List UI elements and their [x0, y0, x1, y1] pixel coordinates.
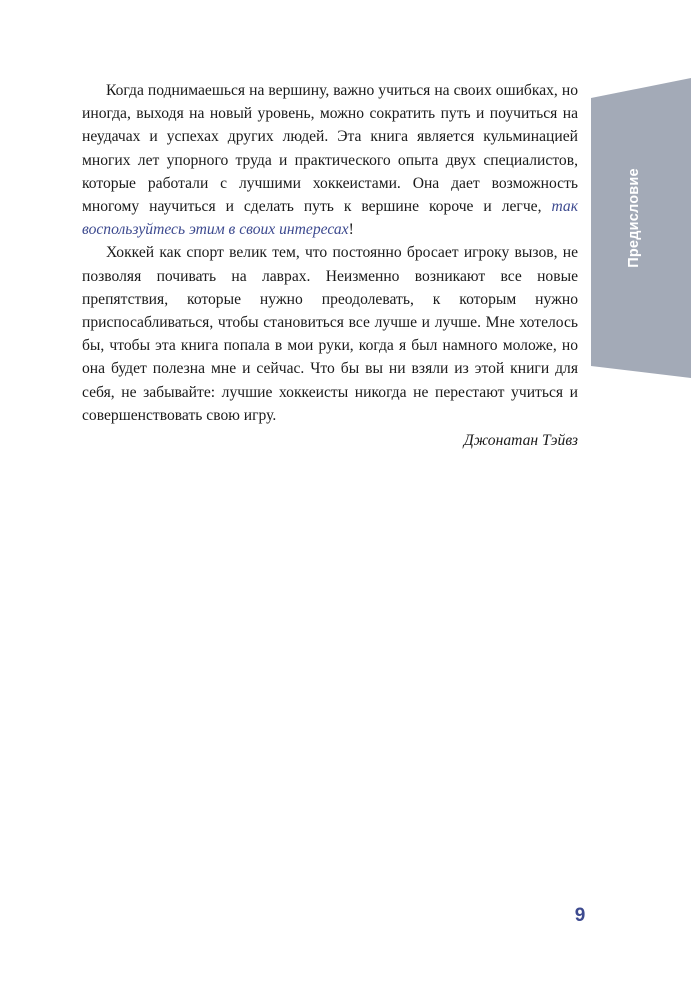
section-tab-label: Предисловие: [626, 168, 642, 268]
paragraph-1-text: Когда поднимаешься на вершину, важно учиться на своих ошибках, но иногда, выходя на новый уровень, можно сократить путь и поучиться на неудачах и успехах других людей. Эта книга является кульминацией многих лет упорного труда и практического опыта двух специалистов, которые работали с лучшими хоккеистами. Она дает возможность многому научиться и сделать путь к вершине короче и легче,: [82, 82, 578, 216]
paragraph-1-ending: !: [348, 221, 354, 239]
paragraph-1: [82, 79, 578, 241]
paragraph-2: [82, 241, 578, 427]
section-tab: [591, 78, 691, 378]
author-signature: Джонатан Тэйвз: [463, 432, 578, 450]
paragraph-1-italic-phrase: так воспользуйтесь этим в своих интересах: [82, 198, 578, 239]
main-text: [82, 79, 578, 452]
paragraph-2-text: Хоккей как спорт велик тем, что постоянно бросает игроку вызов, не позволяя почивать на лаврах. Неизменно возникают все новые препятствия, которые нужно преодолевать, к которым нужно приспосабливаться, чтобы становиться все лучше и лучше. Мне хотелось бы, чтобы эта книга попала в мои руки, когда я был намного моложе, но она будет полезна мне и сейчас. Что бы вы ни взяли из этой книги для себя, не забывайте: лучшие хоккеисты никогда не перестают учиться и совершенствовать свою игру.: [82, 244, 578, 424]
page-number: 9: [574, 905, 586, 926]
